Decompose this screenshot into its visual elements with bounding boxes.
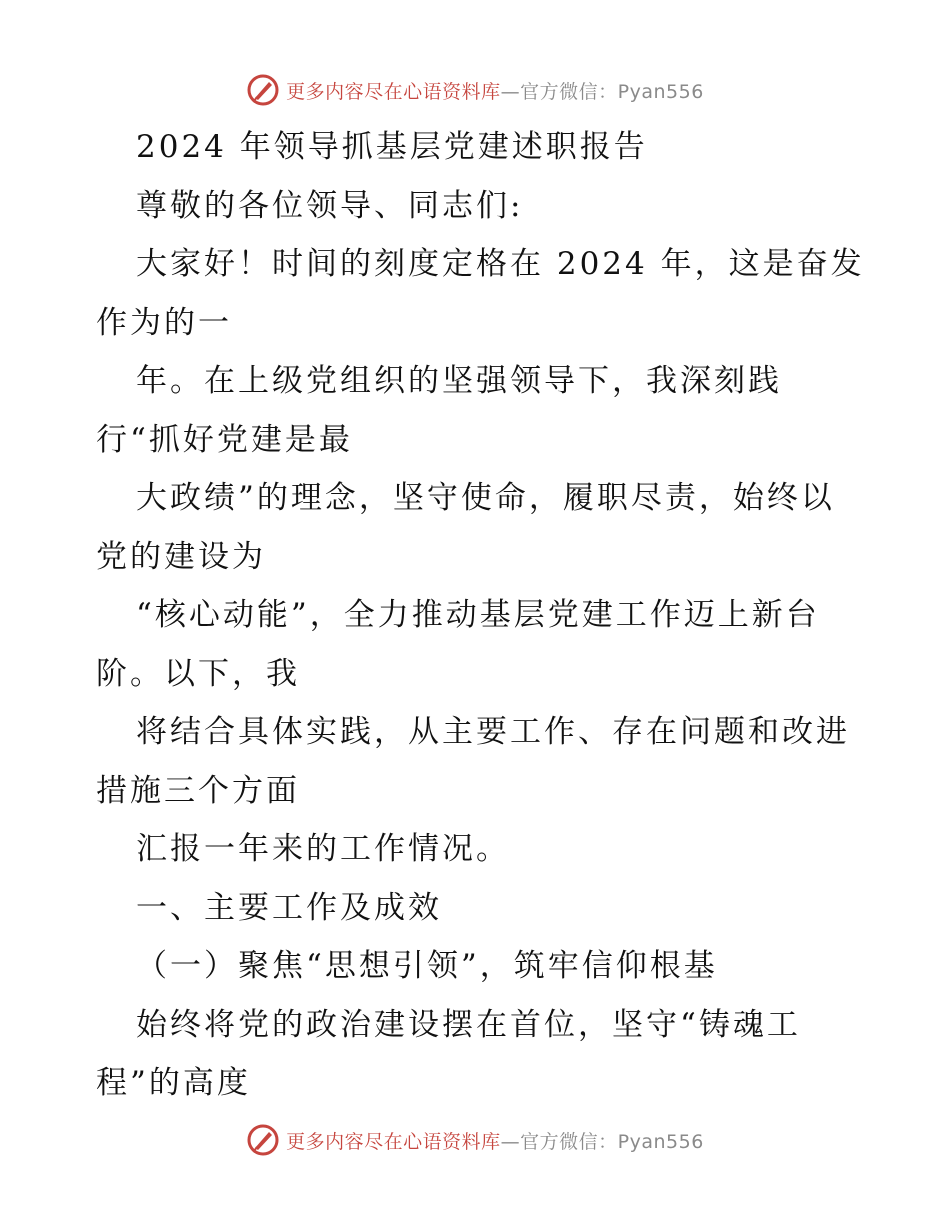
document-line: 2024 年领导抓基层党建述职报告 <box>136 129 648 165</box>
document-line: 一、主要工作及成效 <box>136 889 442 926</box>
document-line: 党的建设为 <box>96 538 266 575</box>
watermark-text: 更多内容尽在心语资料库—官方微信：Pyan556 <box>286 80 704 103</box>
document-line: 始终将党的政治建设摆在首位，坚守“铸魂工 <box>136 1006 801 1043</box>
document-body <box>96 118 865 1113</box>
document-line: 措施三个方面 <box>96 772 300 809</box>
quill-logo-icon <box>246 1123 280 1157</box>
header-watermark <box>0 70 950 110</box>
document-line: 将结合具体实践，从主要工作、存在问题和改进 <box>136 714 850 750</box>
document-line: 汇报一年来的工作情况。 <box>136 831 510 867</box>
document-line: 行“抓好党建是最 <box>96 421 353 458</box>
document-line: 程”的高度 <box>96 1065 251 1101</box>
document-line: 尊敬的各位领导、同志们: <box>136 187 524 224</box>
document-line: 年。在上级党组织的坚强领导下，我深刻践 <box>136 363 782 399</box>
footer-watermark <box>0 1120 950 1160</box>
document-line: （一）聚焦“思想引领”，筑牢信仰根基 <box>136 948 718 984</box>
document-line: 大家好！时间的刻度定格在 2024 年，这是奋发 <box>136 246 865 282</box>
document-line: 阶。以下，我 <box>96 655 300 692</box>
document-line: 大政绩”的理念，坚守使命，履职尽责，始终以 <box>136 480 835 516</box>
watermark-text: 更多内容尽在心语资料库—官方微信：Pyan556 <box>286 1130 704 1153</box>
document-line: “核心动能”，全力推动基层党建工作迈上新台 <box>136 597 820 633</box>
quill-logo-icon <box>246 73 280 107</box>
document-line: 作为的一 <box>96 304 232 341</box>
